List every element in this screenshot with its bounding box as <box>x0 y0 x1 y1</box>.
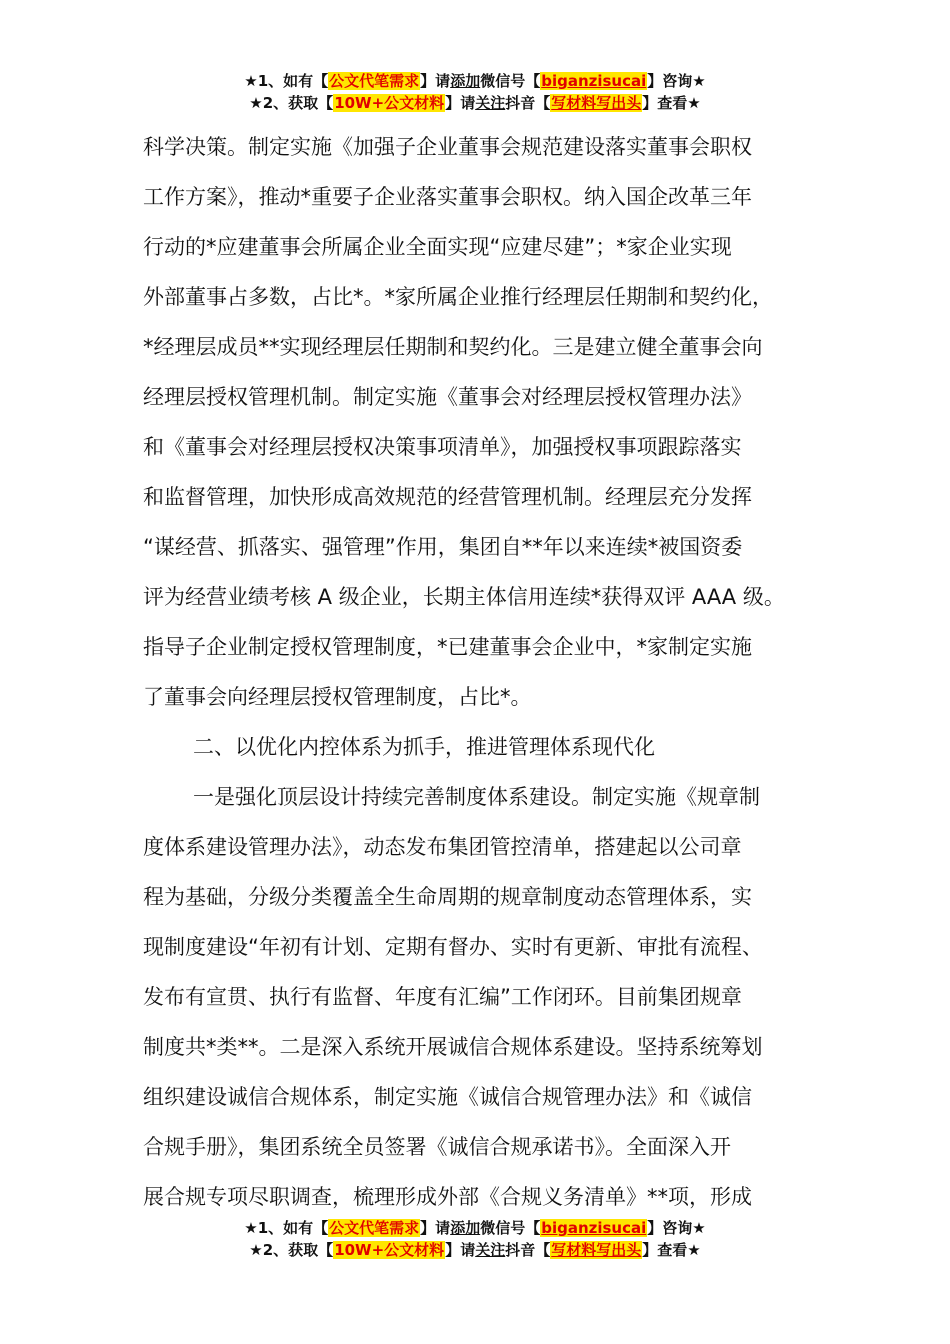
paragraph-start: 一是强化顶层设计持续完善制度体系建设。制定实施《规章制 <box>193 785 760 809</box>
underlined-text: 关注 <box>475 1241 506 1259</box>
body-line: *经理层成员**实现经理层任期制和契约化。三是建立健全董事会向 <box>143 335 763 359</box>
body-line: 度体系建设管理办法》，动态发布集团管控清单，搭建起以公司章 <box>143 835 742 859</box>
banner-text: ★1、如有【 <box>244 72 329 90</box>
banner-text: 】查看★ <box>642 1241 701 1259</box>
banner-text: 】咨询★ <box>647 1219 706 1237</box>
body-line: 了董事会向经理层授权管理制度，占比*。 <box>143 685 532 709</box>
body-line: 经理层授权管理机制。制定实施《董事会对经理层授权管理办法》 <box>143 385 752 409</box>
body-line: 行动的*应建董事会所属企业全面实现“应建尽建”；*家企业实现 <box>143 235 732 259</box>
banner-text: 】咨询★ <box>647 72 706 90</box>
body-line: 现制度建设“年初有计划、定期有督办、实时有更新、审批有流程、 <box>143 935 763 959</box>
body-line: 和监督管理，加快形成高效规范的经营管理机制。经理层充分发挥 <box>143 485 752 509</box>
banner-text: 】请 <box>445 1241 476 1259</box>
highlight-materials: 10W+公文材料 <box>334 94 445 112</box>
highlight-materials: 10W+公文材料 <box>334 1241 445 1259</box>
banner-text: 】查看★ <box>642 94 701 112</box>
body-line: 工作方案》，推动*重要子企业落实董事会职权。纳入国企改革三年 <box>143 185 752 209</box>
body-line: 和《董事会对经理层授权决策事项清单》，加强授权事项跟踪落实 <box>143 435 742 459</box>
header-banner <box>0 70 950 114</box>
banner-text: 】请 <box>420 1219 451 1237</box>
underlined-text: 添加 <box>450 1219 481 1237</box>
body-line: 组织建设诚信合规体系，制定实施《诚信合规管理办法》和《诚信 <box>143 1085 752 1109</box>
highlight-wechat-id: biganzisucai <box>541 1219 647 1237</box>
body-line: 外部董事占多数，占比*。*家所属企业推行经理层任期制和契约化， <box>143 285 773 309</box>
body-line: 展合规专项尽职调查，梳理形成外部《合规义务清单》**项，形成 <box>143 1185 752 1209</box>
banner-text: 】请 <box>445 94 476 112</box>
underlined-text: 关注 <box>475 94 506 112</box>
highlight-douyin-id: 写材料写出头 <box>551 94 642 112</box>
highlight-service: 公文代笔需求 <box>329 1219 420 1237</box>
body-line: 科学决策。制定实施《加强子企业董事会规范建设落实董事会职权 <box>143 135 752 159</box>
body-line: 合规手册》，集团系统全员签署《诚信合规承诺书》。全面深入开 <box>143 1135 731 1159</box>
footer-banner <box>0 1217 950 1261</box>
highlight-douyin-id: 写材料写出头 <box>551 1241 642 1259</box>
banner-text: 】请 <box>420 72 451 90</box>
highlight-wechat-id: biganzisucai <box>541 72 647 90</box>
banner-text: ★1、如有【 <box>244 1219 329 1237</box>
body-line: “谋经营、抓落实、强管理”作用，集团自**年以来连续*被国资委 <box>143 535 743 559</box>
body-line: 指导子企业制定授权管理制度，*已建董事会企业中，*家制定实施 <box>143 635 752 659</box>
document-body <box>143 122 813 1222</box>
banner-line-2 <box>0 92 950 114</box>
banner-line-2 <box>0 1239 950 1261</box>
banner-text: 抖音【 <box>505 1241 551 1259</box>
banner-line-1 <box>0 1217 950 1239</box>
body-line: 程为基础，分级分类覆盖全生命周期的规章制度动态管理体系，实 <box>143 885 752 909</box>
body-line: 评为经营业绩考核 A 级企业，长期主体信用连续*获得双评 AAA 级。 <box>143 585 785 609</box>
body-line: 制度共*类**。二是深入系统开展诚信合规体系建设。坚持系统筹划 <box>143 1035 763 1059</box>
body-line: 发布有宣贯、执行有监督、年度有汇编”工作闭环。目前集团规章 <box>143 985 742 1009</box>
banner-text: ★2、获取【 <box>249 1241 334 1259</box>
underlined-text: 添加 <box>450 72 481 90</box>
highlight-service: 公文代笔需求 <box>329 72 420 90</box>
banner-text: 抖音【 <box>505 94 551 112</box>
banner-text: ★2、获取【 <box>249 94 334 112</box>
banner-text: 微信号【 <box>480 1219 541 1237</box>
banner-line-1 <box>0 70 950 92</box>
section-heading: 二、以优化内控体系为抓手，推进管理体系现代化 <box>193 735 655 759</box>
banner-text: 微信号【 <box>480 72 541 90</box>
